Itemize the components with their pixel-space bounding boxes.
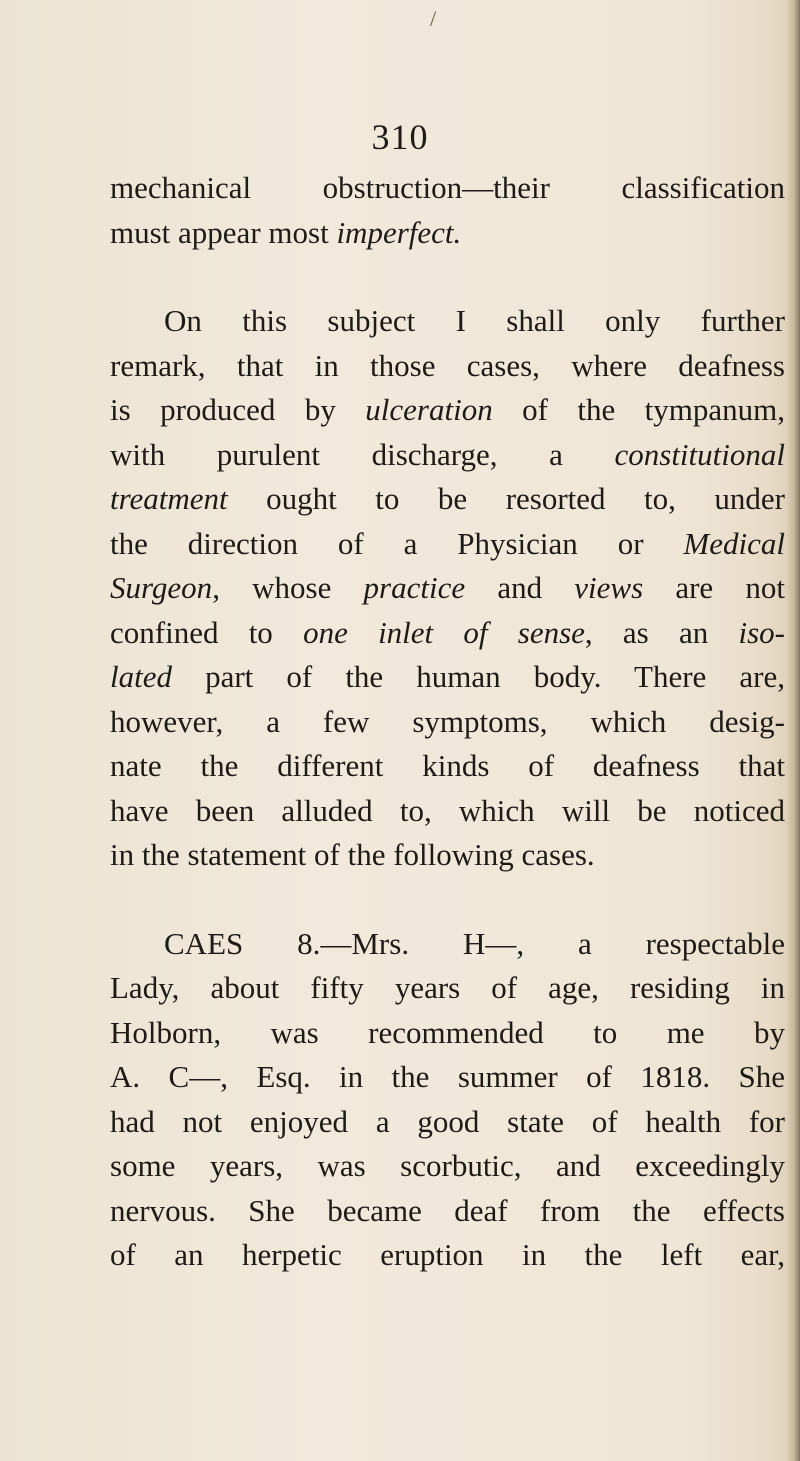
text-line: of an herpetic eruption in the left ear, [110, 1237, 785, 1272]
text-line: nate the different kinds of deafness that [110, 748, 785, 783]
italic-run: Medical [683, 525, 785, 561]
text-line [110, 388, 785, 433]
text-line: Lady, about fifty years of age, residing in [110, 970, 785, 1005]
italic-run: iso- [738, 614, 785, 650]
italic-run: views [574, 570, 644, 605]
text-line: have been alluded to, which will be noticed [110, 792, 785, 828]
text-line [110, 655, 785, 700]
text-run: with purulent discharge, a [110, 436, 615, 472]
italic-run: practice [363, 570, 466, 605]
italic-run: treatment [110, 481, 228, 516]
text-line: CAES 8.—Mrs. H—, a respectable [164, 925, 785, 961]
text-line [110, 566, 785, 611]
italic-run: Surgeon [110, 570, 213, 605]
text-line [110, 433, 785, 478]
paragraph-continuation [110, 166, 785, 255]
text-run: of the tympanum, [492, 392, 785, 427]
page-edge-shadow [786, 0, 800, 1461]
text-run: is produced by [110, 392, 366, 427]
text-run: part of the human body. There are, [172, 659, 785, 694]
text-line: A. C—, Esq. in the summer of 1818. She [110, 1059, 785, 1094]
text-run: ought to be resorted to, under [227, 481, 785, 516]
text-line: On this subject I shall only further [164, 303, 785, 338]
text-line [110, 611, 785, 656]
text-line: mechanical obstruction—their classification [110, 170, 785, 205]
text-line: however, a few symptoms, which desig- [110, 703, 785, 739]
text-run: must appear most [110, 214, 337, 250]
text-run: , whose [212, 570, 364, 605]
paragraph-treatment [110, 299, 785, 878]
text-line: had not enjoyed a good state of health for [110, 1103, 785, 1139]
paragraph-case [110, 922, 785, 1278]
text-line: some years, was scorbutic, and exceedingly [110, 1148, 785, 1183]
page-body [110, 166, 785, 1278]
italic-run: one inlet of sense [303, 614, 585, 650]
text-line: remark, that in those cases, where deafness [110, 347, 785, 383]
top-mark: / [430, 6, 437, 31]
text-line: nervous. She became deaf from the effects [110, 1192, 785, 1228]
paragraph-gap [110, 878, 785, 922]
text-run: , as an [584, 614, 739, 650]
text-run: confined to [110, 614, 304, 650]
italic-run: ulceration [365, 392, 493, 427]
italic-run: lated [110, 659, 172, 694]
text-run: are not [643, 570, 785, 605]
page-number: 310 [371, 117, 429, 157]
text-line: in the statement of the following cases. [110, 837, 595, 872]
paragraph-gap [110, 255, 785, 299]
italic-run: constitutional [614, 436, 785, 472]
text-run: and [465, 570, 575, 605]
text-line: Holborn, was recommended to me by [110, 1014, 785, 1050]
text-line [110, 477, 785, 522]
text-run: the direction of a Physician or [110, 525, 684, 561]
italic-run: imperfect. [336, 214, 462, 250]
text-line [110, 211, 785, 256]
text-line [110, 522, 785, 567]
